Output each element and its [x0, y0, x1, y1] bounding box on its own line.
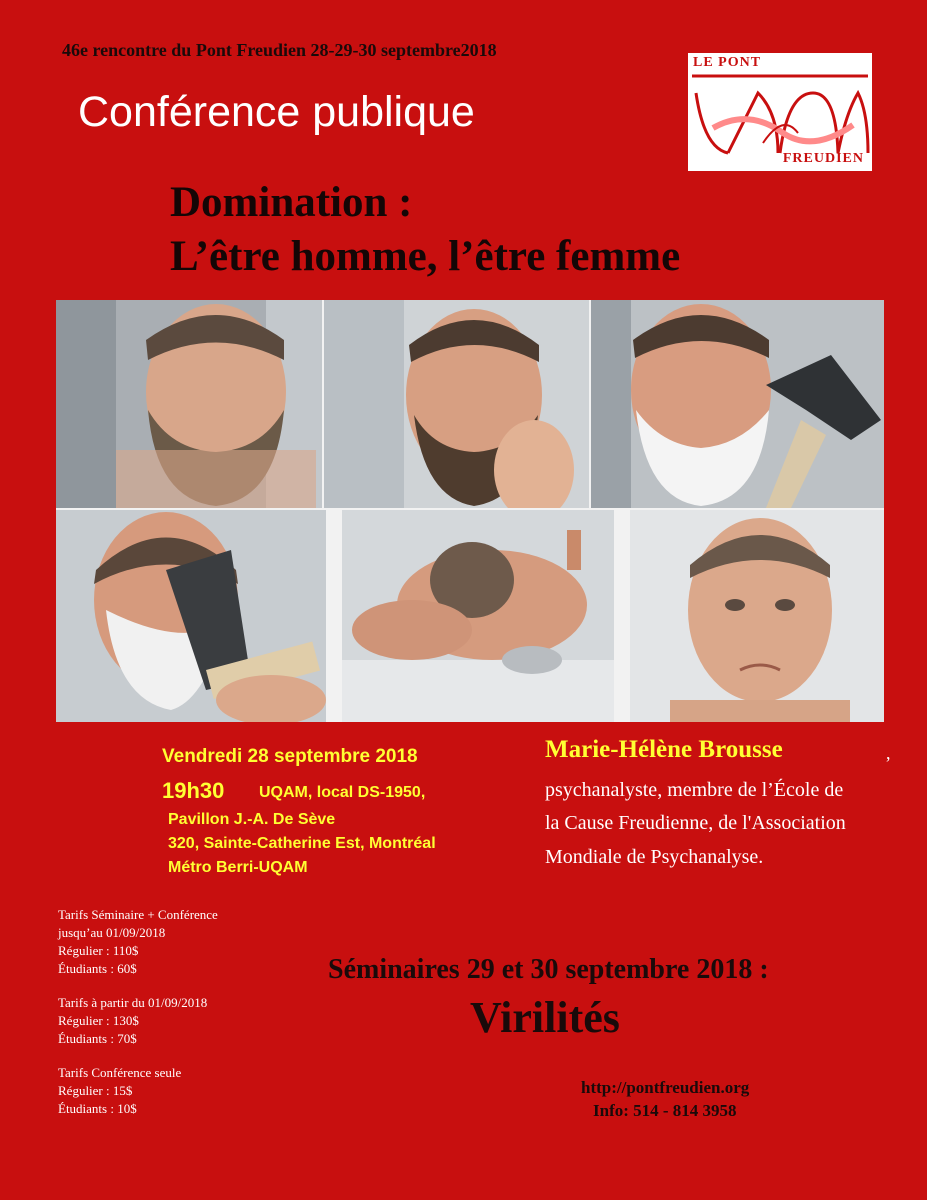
photo-man-washing-face-sink	[342, 510, 614, 722]
seminars-theme: Virilités	[470, 993, 620, 1042]
event-location-line-1: UQAM, local DS-1950,	[259, 784, 426, 801]
tarif-line: Tarifs à partir du 01/09/2018	[58, 995, 208, 1010]
event-location-line-3: 320, Sainte-Catherine Est, Montréal	[168, 835, 436, 852]
tarif-line: Régulier : 110$	[58, 943, 139, 958]
photo-man-stroking-beard	[324, 300, 589, 508]
tarif-line: Étudiants : 70$	[58, 1031, 137, 1046]
title-line-2: L’être homme, l’être femme	[170, 233, 681, 280]
photo-man-shaved-sad	[630, 510, 884, 722]
event-date: Vendredi 28 septembre 2018	[162, 746, 418, 767]
photo-man-shaving-with-axe	[56, 510, 326, 722]
pont-freudien-logo	[688, 53, 872, 171]
event-line: 46e rencontre du Pont Freudien 28-29-30 septembre2018	[62, 40, 497, 60]
logo-top-text: LE PONT	[693, 55, 762, 70]
event-location-line-4: Métro Berri-UQAM	[168, 859, 308, 876]
speaker-comma: ,	[886, 743, 891, 763]
speaker-bio-line-3: Mondiale de Psychanalyse.	[545, 846, 764, 868]
photo-man-bearded-looking-aside	[56, 300, 322, 508]
conference-label: Conférence publique	[78, 88, 475, 136]
tarif-line: Régulier : 15$	[58, 1083, 133, 1098]
event-location-line-2: Pavillon J.-A. De Sève	[168, 811, 336, 828]
photo-grid	[56, 300, 884, 722]
tarif-line: Étudiants : 60$	[58, 961, 137, 976]
speaker-bio-line-2: la Cause Freudienne, de l'Association	[545, 812, 846, 834]
photo-man-shaving-foam-axe	[591, 300, 884, 508]
tarif-line: jusqu’au 01/09/2018	[58, 925, 166, 940]
tarif-line: Tarifs Conférence seule	[58, 1065, 182, 1080]
title-line-1: Domination :	[170, 179, 413, 226]
tarif-line: Étudiants : 10$	[58, 1101, 137, 1116]
speaker-name: Marie-Hélène Brousse	[545, 736, 783, 763]
main-title	[170, 176, 680, 284]
tarif-line: Régulier : 130$	[58, 1013, 139, 1028]
contact-phone: Info: 514 - 814 3958	[593, 1101, 737, 1120]
tarif-line: Tarifs Séminaire + Conférence	[58, 907, 218, 922]
logo-bottom-text: FREUDIEN	[782, 151, 864, 166]
seminars-title: Séminaires 29 et 30 septembre 2018 :	[328, 954, 769, 985]
website-link[interactable]: http://pontfreudien.org	[581, 1078, 750, 1097]
event-time: 19h30	[162, 778, 225, 803]
speaker-bio-line-1: psychanalyste, membre de l’École de	[545, 779, 844, 801]
